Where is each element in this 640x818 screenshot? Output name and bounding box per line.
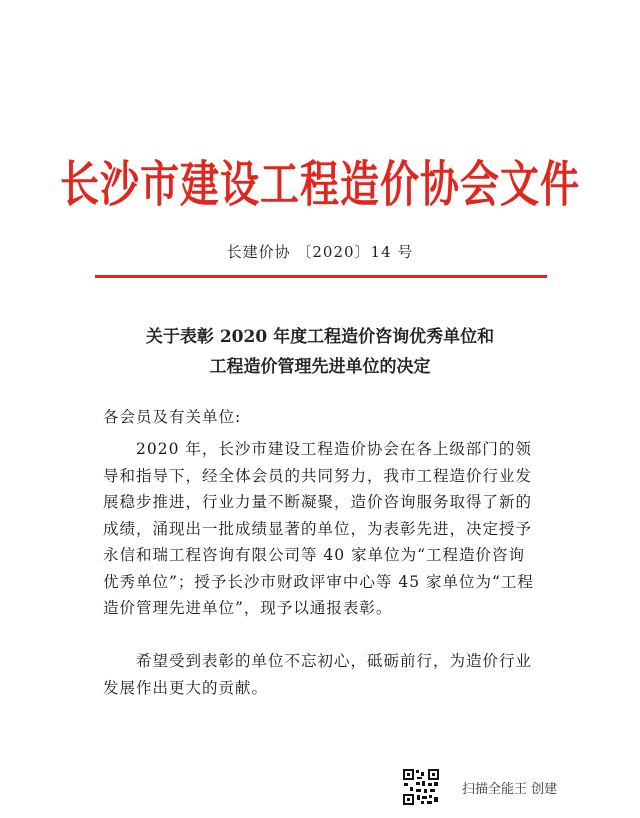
- paragraph-line: 成绩，涌现出一批成绩显著的单位，为表彰先进，决定授予: [103, 519, 533, 538]
- body-paragraph: [103, 648, 533, 701]
- body-paragraph: [103, 436, 533, 622]
- document-title-line: 工程造价管理先进单位的决定: [209, 357, 431, 377]
- qr-code-icon: [402, 768, 440, 806]
- document-header-title: 长沙市建设工程造价协会文件: [59, 156, 580, 214]
- paragraph-line: 造价管理先进单位”，现予以通报表彰。: [103, 599, 393, 617]
- red-divider: [95, 275, 547, 278]
- paragraph-line: 希望受到表彰的单位不忘初心，砥砺前行，为造价行业: [103, 652, 533, 670]
- paragraph-line: 发展作出更大的贡献。: [103, 678, 269, 697]
- paragraph-line: 优秀单位”；授予长沙市财政评审中心等 45 家单位为“工程: [103, 572, 534, 591]
- scanner-watermark: 扫描全能王 创建: [462, 782, 558, 797]
- paragraph-line: 展稳步推进，行业力量不断凝聚，造价咨询服务取得了新的: [103, 493, 533, 511]
- document-title: [0, 322, 640, 382]
- document-number: 长建价协 〔2020〕14 号: [226, 243, 414, 261]
- paragraph-line: 导和指导下，经全体会员的共同努力，我市工程造价行业发: [103, 466, 533, 485]
- document-title-line: 关于表彰 2020 年度工程造价咨询优秀单位和: [145, 327, 495, 347]
- paragraph-line: 2020 年，长沙市建设工程造价协会在各上级部门的领: [103, 440, 532, 458]
- paragraph-line: 永信和瑞工程咨询有限公司等 40 家单位为“工程造价咨询: [103, 546, 526, 564]
- salutation: 各会员及有关单位:: [103, 408, 242, 426]
